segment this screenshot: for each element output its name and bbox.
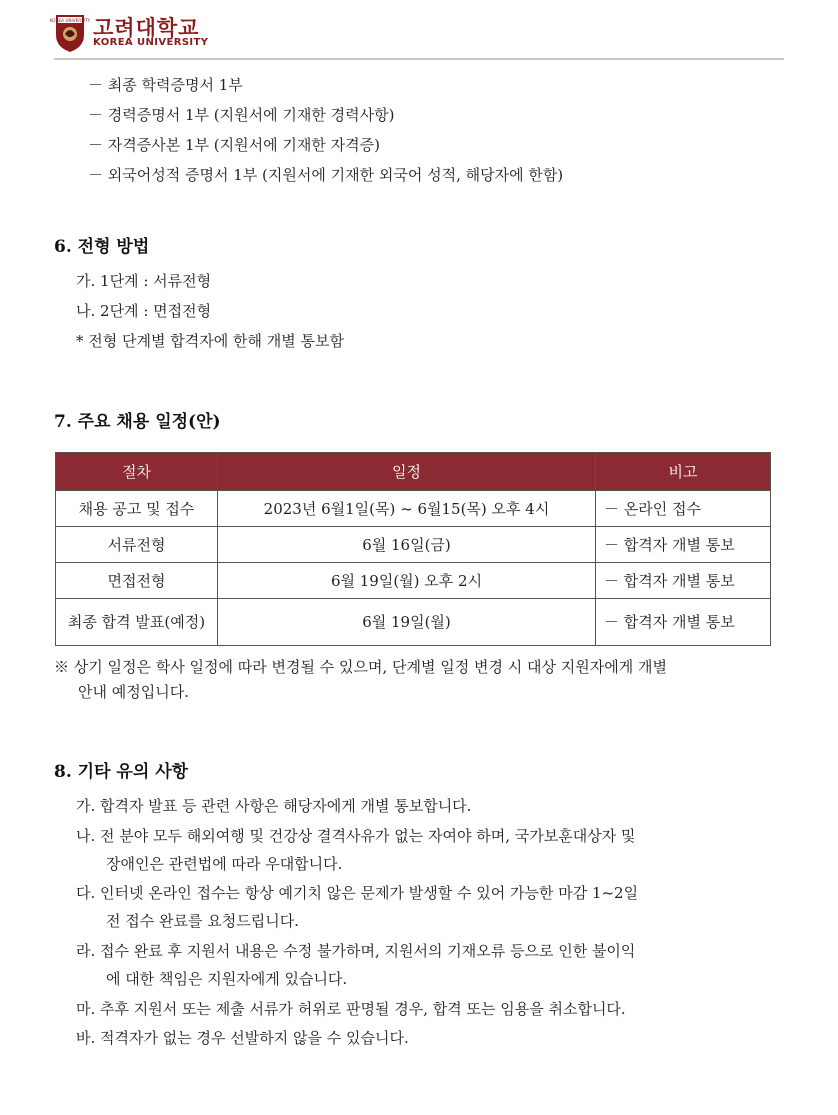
schedule-note: ※ 상기 일정은 학사 일정에 따라 변경될 수 있으며, 단계별 일정 변경 시 대상 지원자에게 개별 (54, 658, 667, 676)
page-header (0, 0, 838, 62)
column-header: 절차 (56, 453, 218, 491)
table-cell-step: 면접전형 (56, 563, 218, 599)
selection-step: 나. 2단계 : 면접전형 (76, 302, 212, 320)
header-divider (54, 58, 784, 60)
notice-item: 나. 전 분야 모두 해외여행 및 건강상 결격사유가 없는 자여야 하며, 국가보훈대상자 및 (76, 827, 636, 845)
notice-item: 라. 접수 완료 후 지원서 내용은 수정 불가하며, 지원서의 기재오류 등으로 인한 불이익 (76, 942, 636, 960)
table-cell-date: 2023년 6월1일(목) ~ 6월15(목) 오후 4시 (218, 491, 596, 527)
selection-note: * 전형 단계별 합격자에 한해 개별 통보함 (76, 332, 344, 350)
notice-item: 다. 인터넷 온라인 접수는 항상 예기치 않은 문제가 발생할 수 있어 가능한 마감 1~2일 (76, 884, 639, 902)
table-row (56, 491, 771, 527)
table-cell-step: 서류전형 (56, 527, 218, 563)
table-cell-step: 최종 합격 발표(예정) (56, 599, 218, 646)
doc-item: － 최종 학력증명서 1부 (88, 76, 243, 94)
doc-item: － 경력증명서 1부 (지원서에 기재한 경력사항) (88, 106, 395, 124)
notice-item: 가. 합격자 발표 등 관련 사항은 해당자에게 개별 통보합니다. (76, 797, 472, 815)
schedule-note-cont: 안내 예정입니다. (78, 683, 189, 701)
doc-item: － 자격증사본 1부 (지원서에 기재한 자격증) (88, 136, 380, 154)
table-cell-date: 6월 19일(월) 오후 2시 (218, 563, 596, 599)
notice-item: 마. 추후 지원서 또는 제출 서류가 허위로 판명될 경우, 합격 또는 임용을 취소합니다. (76, 1000, 626, 1018)
table-cell-note: － 합격자 개별 통보 (596, 563, 771, 599)
notice-item-cont: 장애인은 관련법에 따라 우대합니다. (106, 855, 343, 873)
emblem-label: KOREA UNIVERSITY (49, 18, 91, 23)
notice-item-cont: 에 대한 책임은 지원자에게 있습니다. (106, 970, 348, 988)
table-cell-note: － 온라인 접수 (596, 491, 771, 527)
column-header: 일정 (218, 453, 596, 491)
column-header: 비고 (596, 453, 771, 491)
table-cell-note: － 합격자 개별 통보 (596, 599, 771, 646)
table-cell-step: 채용 공고 및 접수 (56, 491, 218, 527)
section-8-title: 8. 기타 유의 사항 (54, 762, 189, 782)
notice-item-cont: 전 접수 완료를 요청드립니다. (106, 912, 299, 930)
table-cell-date: 6월 16일(금) (218, 527, 596, 563)
table-row (56, 563, 771, 599)
section-6-title: 6. 전형 방법 (54, 237, 150, 257)
selection-step: 가. 1단계 : 서류전형 (76, 272, 212, 290)
notice-item: 바. 적격자가 없는 경우 선발하지 않을 수 있습니다. (76, 1029, 409, 1047)
table-row (56, 599, 771, 646)
section-7-title: 7. 주요 채용 일정(안) (54, 412, 221, 432)
table-header-row (56, 453, 771, 491)
korea-university-emblem-icon (49, 13, 91, 53)
table-cell-date: 6월 19일(월) (218, 599, 596, 646)
logo-english: KOREA UNIVERSITY (93, 37, 209, 48)
table-cell-note: － 합격자 개별 통보 (596, 527, 771, 563)
logo-korean: 고려대학교 (93, 16, 200, 40)
doc-item: － 외국어성적 증명서 1부 (지원서에 기재한 외국어 성적, 해당자에 한함) (88, 166, 564, 184)
table-row (56, 527, 771, 563)
schedule-table (55, 452, 771, 646)
